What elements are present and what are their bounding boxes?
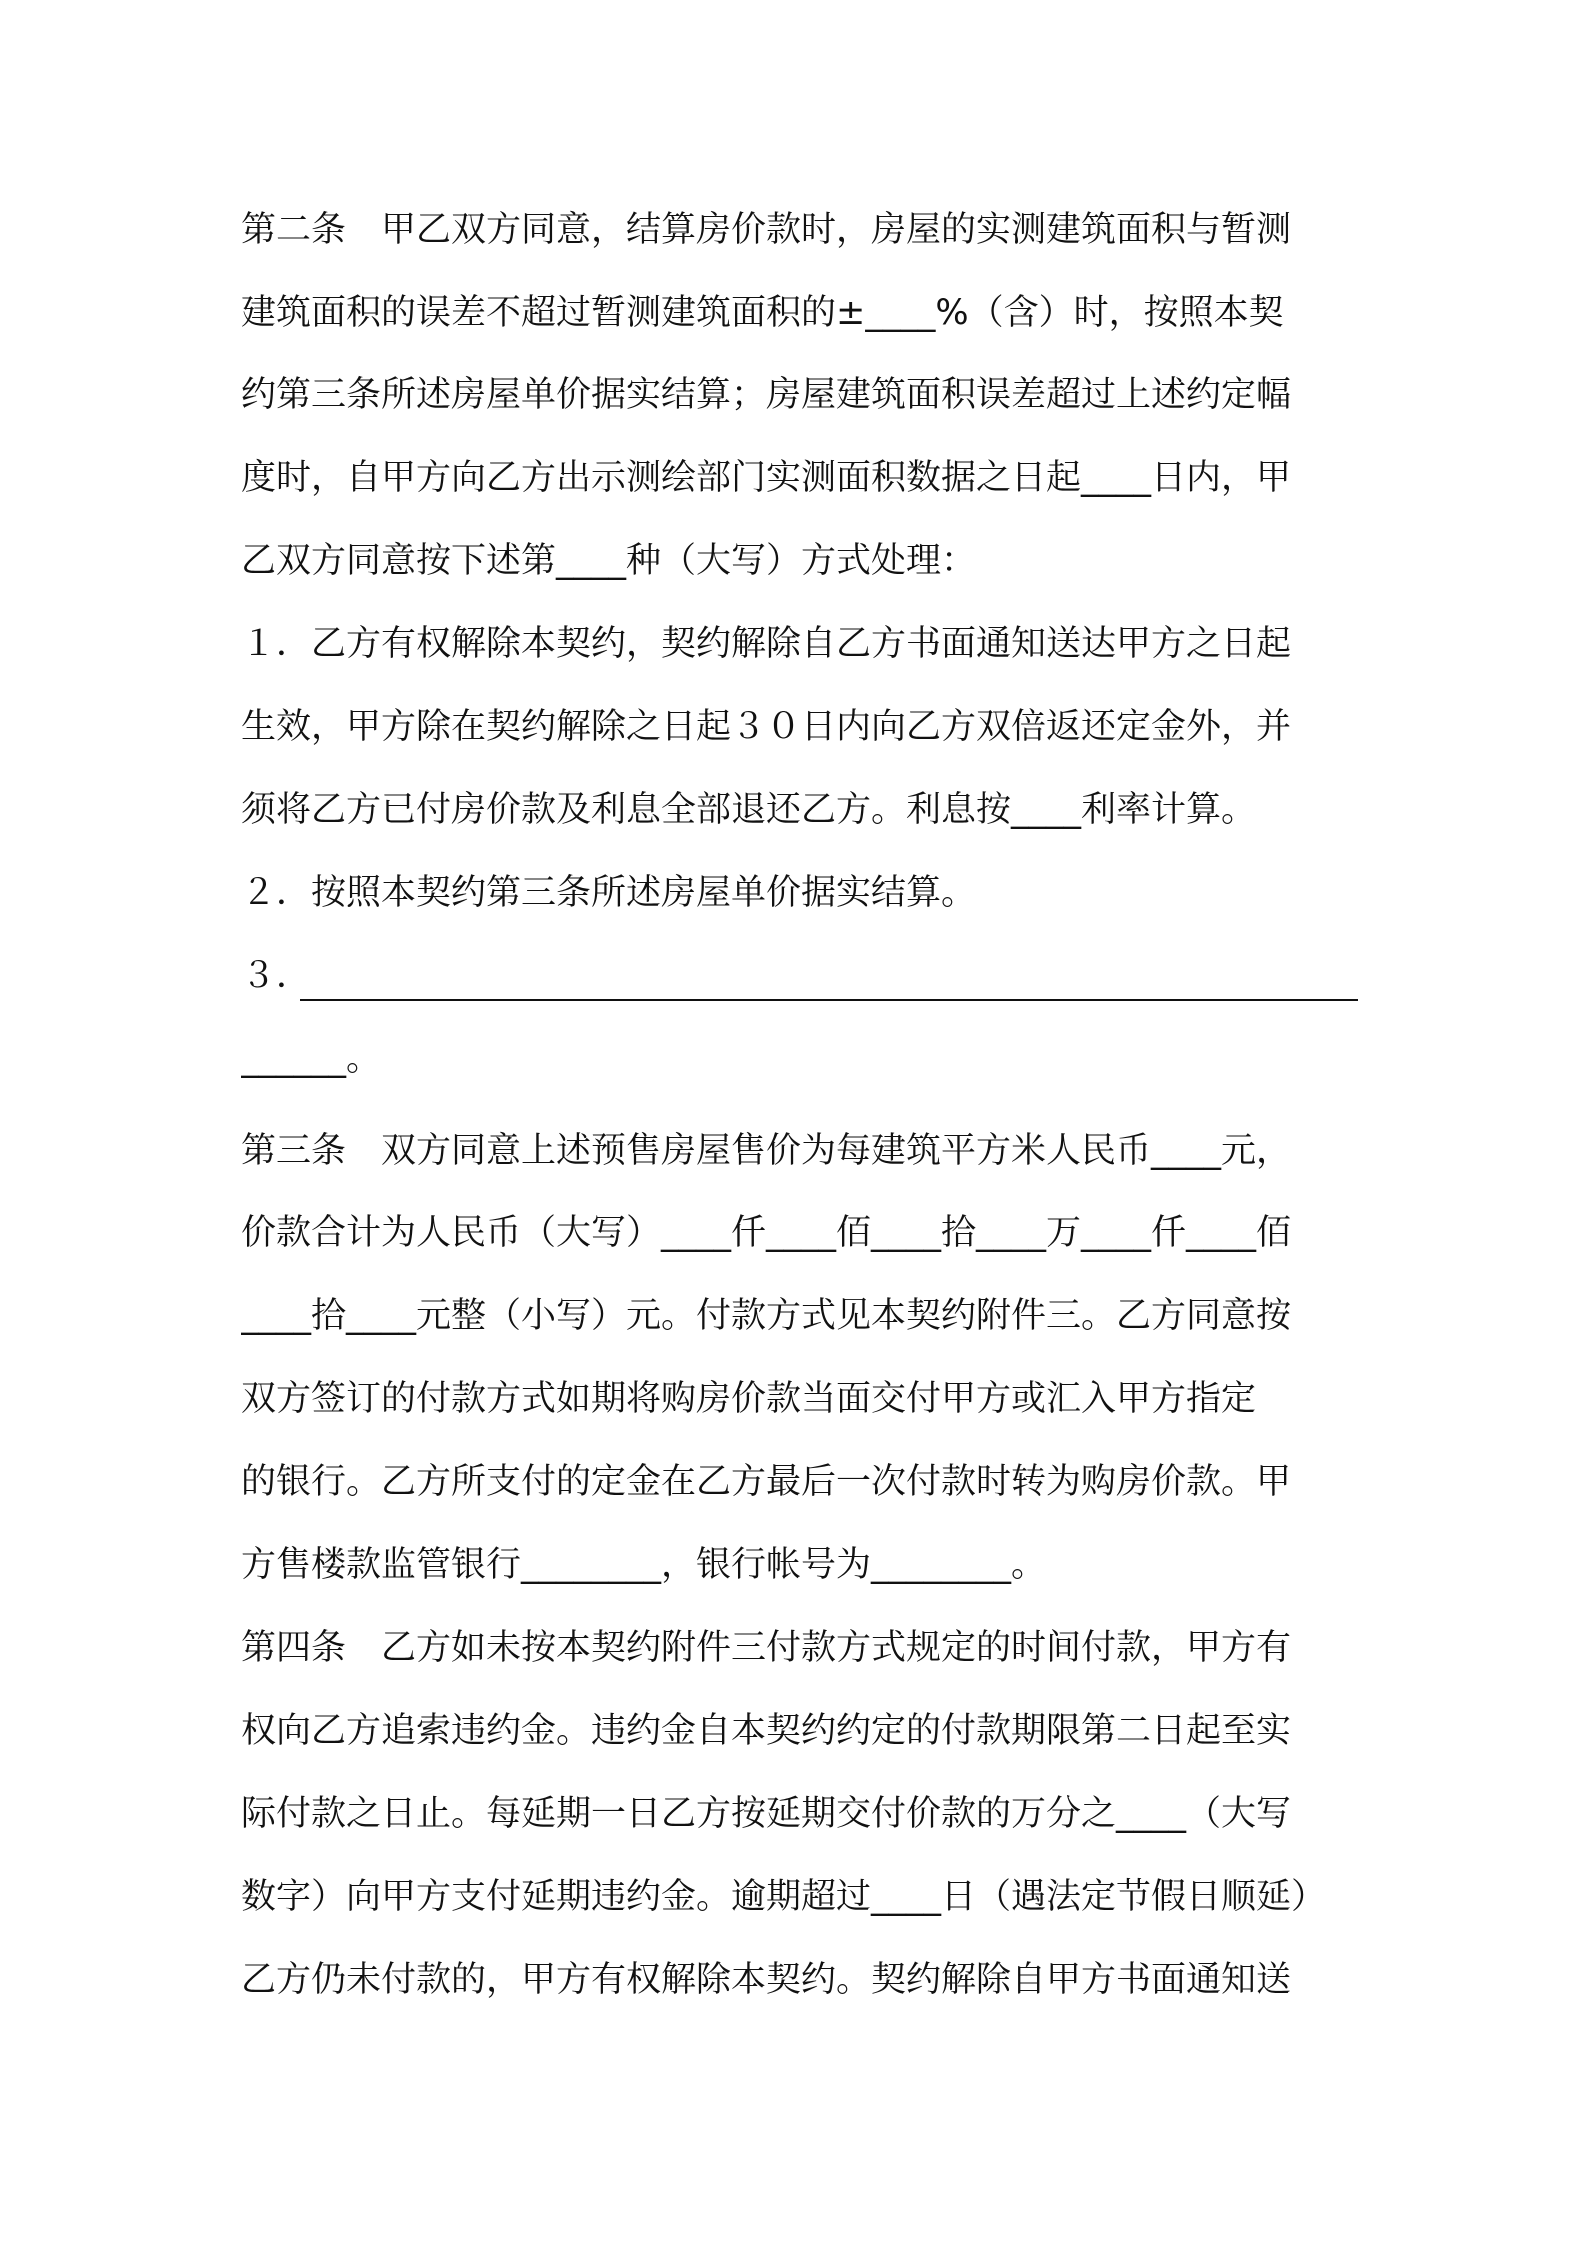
option-3-label: ３． (241, 956, 312, 996)
article-2-line-5: 乙双方同意按下述第____种（大写）方式处理： (241, 541, 977, 581)
article-4-line-5: 乙方仍未付款的，甲方有权解除本契约。契约解除自甲方书面通知送 (241, 1960, 1292, 2000)
article-2-line-2: 建筑面积的误差不超过暂测建筑面积的±____%（含）时，按照本契 (241, 293, 1284, 333)
option-3-continuation: ______。 (241, 1039, 382, 1079)
option-2-line: ２．按照本契约第三条所述房屋单价据实结算。 (241, 873, 977, 913)
article-3-line-5: 的银行。乙方所支付的定金在乙方最后一次付款时转为购房价款。甲 (241, 1462, 1292, 1502)
option-1-line-1: １．乙方有权解除本契约，契约解除自乙方书面通知送达甲方之日起 (241, 624, 1292, 664)
article-4-line-2: 权向乙方追索违约金。违约金自本契约约定的付款期限第二日起至实 (241, 1711, 1292, 1751)
option-1-line-3: 须将乙方已付房价款及利息全部退还乙方。利息按____利率计算。 (241, 790, 1257, 830)
article-2-line-3: 约第三条所述房屋单价据实结算；房屋建筑面积误差超过上述约定幅 (241, 375, 1292, 415)
article-3-line-1: 第三条 双方同意上述预售房屋售价为每建筑平方米人民币____元， (241, 1131, 1292, 1171)
article-4-line-1: 第四条 乙方如未按本契约附件三付款方式规定的时间付款，甲方有 (241, 1628, 1292, 1668)
article-2-line-1: 第二条 甲乙双方同意，结算房价款时，房屋的实测建筑面积与暂测 (241, 210, 1292, 250)
article-3-line-2: 价款合计为人民币（大写）____仟____佰____拾____万____仟____佰 (241, 1213, 1292, 1253)
article-4-line-4: 数字）向甲方支付延期违约金。逾期超过____日（遇法定节假日顺延） (241, 1877, 1327, 1917)
option-1-line-2: 生效，甲方除在契约解除之日起３０日内向乙方双倍返还定金外，并 (241, 707, 1292, 747)
article-3-line-4: 双方签订的付款方式如期将购房价款当面交付甲方或汇入甲方指定 (241, 1379, 1257, 1419)
article-3-line-6: 方售楼款监管银行________，银行帐号为________。 (241, 1545, 1047, 1585)
article-3-line-3: ____拾____元整（小写）元。付款方式见本契约附件三。乙方同意按 (241, 1296, 1292, 1336)
article-4-line-3: 际付款之日止。每延期一日乙方按延期交付价款的万分之____（大写 (241, 1794, 1292, 1834)
article-2-line-4: 度时，自甲方向乙方出示测绘部门实测面积数据之日起____日内，甲 (241, 458, 1292, 498)
option-3-blank-rule (300, 999, 1358, 1001)
